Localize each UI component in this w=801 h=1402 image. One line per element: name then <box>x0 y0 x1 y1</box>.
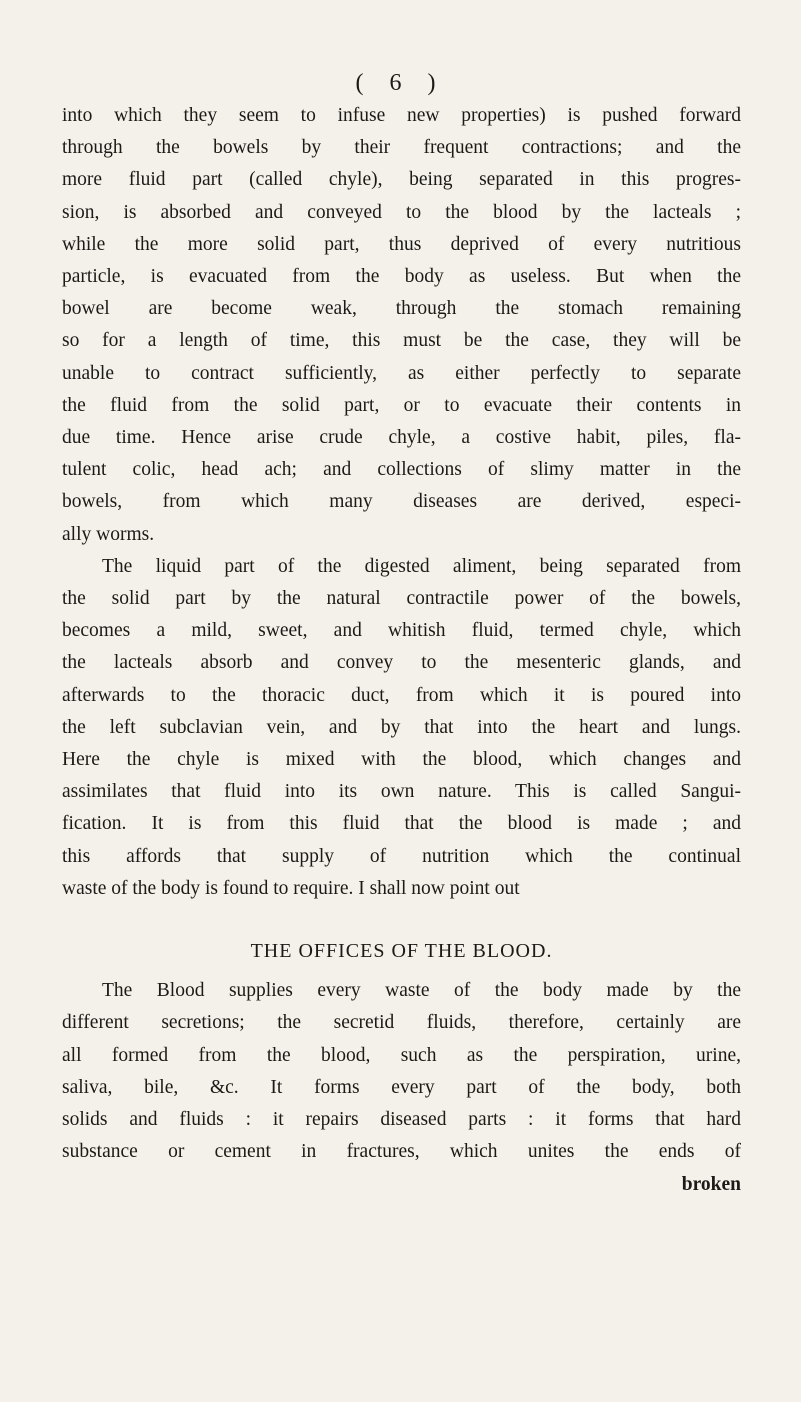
page-number: ( 6 ) <box>355 70 446 96</box>
text-line: different secretions; the secretid fluids, therefore, certainly are <box>62 1012 741 1034</box>
text-line: more fluid part (called chyle), being separated in this progres- <box>62 169 741 191</box>
text-line: The Blood supplies every waste of the body made by the <box>102 980 741 1002</box>
text-line: unable to contract sufficiently, as either perfectly to separate <box>62 362 741 384</box>
text-line: bowels, from which many diseases are derived, especi- <box>62 491 741 513</box>
text-line: the lacteals absorb and convey to the mesenteric glands, and <box>62 652 741 674</box>
section-heading: THE OFFICES OF THE BLOOD. <box>250 940 553 963</box>
text-line: due time. Hence arise crude chyle, a costive habit, piles, fla- <box>62 427 741 449</box>
text-line: through the bowels by their frequent contractions; and the <box>62 137 741 159</box>
text-line: afterwards to the thoracic duct, from which it is poured into <box>62 684 741 706</box>
body-text <box>62 100 741 1201</box>
text-line: ally worms. <box>62 523 155 545</box>
catchword: broken <box>681 1173 741 1195</box>
text-line: solids and fluids : it repairs diseased parts : it forms that hard <box>62 1109 741 1131</box>
text-line: the fluid from the solid part, or to evacuate their contents in <box>62 394 741 416</box>
text-line: becomes a mild, sweet, and whitish fluid, termed chyle, which <box>62 620 741 642</box>
text-line: sion, is absorbed and conveyed to the blood by the lacteals ; <box>62 201 741 223</box>
text-line: Here the chyle is mixed with the blood, which changes and <box>62 749 741 771</box>
text-line: the left subclavian vein, and by that into the heart and lungs. <box>62 716 741 738</box>
text-line: waste of the body is found to require. I shall now point out <box>62 877 520 899</box>
text-line: the solid part by the natural contractile power of the bowels, <box>62 588 741 610</box>
text-line: saliva, bile, &c. It forms every part of the body, both <box>62 1076 741 1098</box>
text-line: while the more solid part, thus deprived of every nutritious <box>62 233 741 255</box>
text-line: bowel are become weak, through the stomach remaining <box>62 298 741 320</box>
text-line: assimilates that fluid into its own nature. This is called Sangui- <box>62 781 741 803</box>
paragraph-chyle <box>62 551 741 905</box>
text-line: The liquid part of the digested aliment, being separated from <box>102 555 741 577</box>
text-line: so for a length of time, this must be the case, they will be <box>62 330 741 352</box>
paragraph-blood <box>62 975 741 1168</box>
text-line: fication. It is from this fluid that the blood is made ; and <box>62 813 741 835</box>
text-line: into which they seem to infuse new properties) is pushed forward <box>62 105 741 126</box>
text-line: all formed from the blood, such as the perspiration, urine, <box>62 1044 741 1066</box>
text-line: this affords that supply of nutrition which the continual <box>62 845 741 867</box>
text-line: substance or cement in fractures, which unites the ends of <box>62 1141 741 1163</box>
text-line: tulent colic, head ach; and collections of slimy matter in the <box>62 459 741 481</box>
paragraph-digestion <box>62 100 741 551</box>
text-line: particle, is evacuated from the body as useless. But when the <box>62 266 741 288</box>
